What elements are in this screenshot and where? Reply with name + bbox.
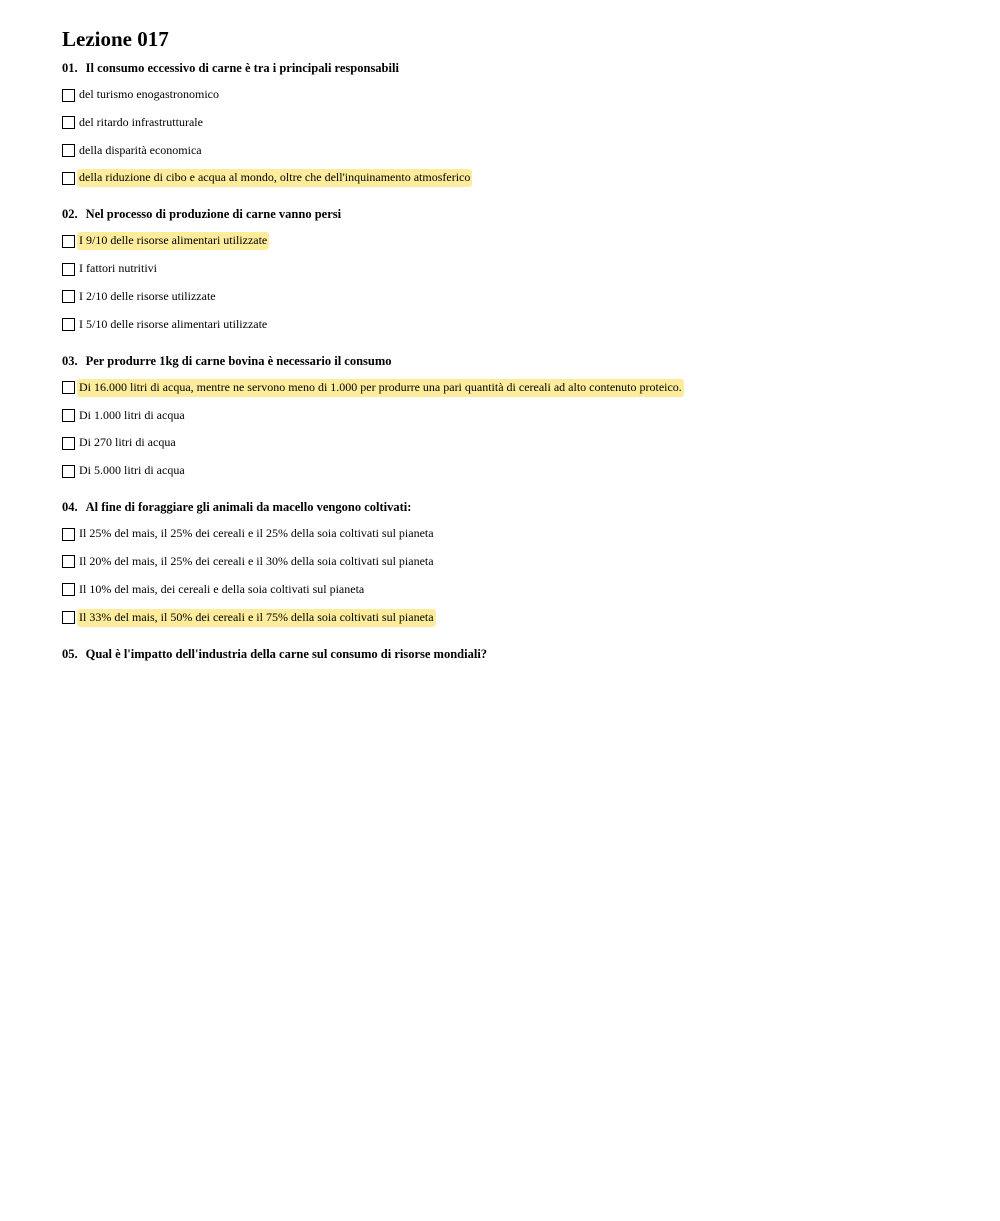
question-03 [62, 354, 980, 480]
question-text: Al fine di foraggiare gli animali da macello vengono coltivati: [85, 500, 412, 515]
answer-option[interactable] [62, 434, 980, 452]
answer-option[interactable] [62, 232, 980, 250]
answer-checkbox[interactable] [62, 235, 75, 248]
question-number: 01. [62, 61, 78, 75]
answer-checkbox[interactable] [62, 144, 75, 157]
answer-checkbox[interactable] [62, 381, 75, 394]
question-text: Qual è l'impatto dell'industria della carne sul consumo di risorse mondiali? [85, 646, 488, 661]
answer-checkbox[interactable] [62, 528, 75, 541]
answer-text: Il 10% del mais, dei cereali e della soia coltivati sul pianeta [79, 581, 365, 596]
answer-option[interactable] [62, 462, 980, 480]
question-header [62, 647, 980, 662]
answer-checkbox[interactable] [62, 465, 75, 478]
answer-checkbox[interactable] [62, 437, 75, 450]
answer-checkbox[interactable] [62, 263, 75, 276]
answer-text: Di 270 litri di acqua [79, 435, 176, 450]
question-header [62, 61, 980, 76]
answer-text-highlighted: Di 16.000 litri di acqua, mentre ne servono meno di 1.000 per produrre una pari quantità di cereali ad alto contenuto proteico. [77, 379, 684, 397]
question-number: 03. [62, 353, 78, 368]
answer-option[interactable] [62, 169, 980, 187]
answer-option[interactable] [62, 86, 980, 104]
question-number: 05. [62, 646, 78, 661]
answer-checkbox[interactable] [62, 290, 75, 303]
answer-text: I 5/10 delle risorse alimentari utilizzate [79, 316, 268, 331]
answer-option[interactable] [62, 142, 980, 160]
question-header [62, 207, 980, 222]
question-text: Nel processo di produzione di carne vanno persi [85, 207, 342, 222]
answer-text-highlighted: Il 33% del mais, il 50% dei cereali e il 75% della soia coltivati sul pianeta [77, 609, 436, 627]
answer-text: I 2/10 delle risorse utilizzate [79, 288, 216, 303]
question-number: 04. [62, 500, 78, 515]
answer-checkbox[interactable] [62, 116, 75, 129]
question-02 [62, 207, 980, 333]
answer-checkbox[interactable] [62, 611, 75, 624]
answer-option[interactable] [62, 114, 980, 132]
answer-text: del turismo enogastronomico [79, 87, 219, 101]
answer-option[interactable] [62, 407, 980, 425]
question-header [62, 354, 980, 369]
question-text: Per produrre 1kg di carne bovina è necessario il consumo [85, 353, 392, 368]
answer-option[interactable] [62, 288, 980, 306]
page-title: Lezione 017 [62, 27, 169, 51]
question-01 [62, 61, 980, 187]
answer-text: del ritardo infrastrutturale [79, 114, 203, 129]
document-page [62, 26, 980, 682]
answer-option[interactable] [62, 379, 980, 397]
answer-text: Il 20% del mais, il 25% dei cereali e il 30% della soia coltivati sul pianeta [79, 553, 434, 568]
answer-text: della disparità economica [79, 142, 202, 157]
question-number: 02. [62, 207, 78, 222]
answer-checkbox[interactable] [62, 555, 75, 568]
answer-text: Il 25% del mais, il 25% dei cereali e il 25% della soia coltivati sul pianeta [79, 526, 434, 541]
answer-option[interactable] [62, 260, 980, 278]
answer-text: I fattori nutritivi [79, 261, 157, 276]
answer-text-highlighted: I 9/10 delle risorse alimentari utilizzate [77, 232, 269, 250]
question-text: Il consumo eccessivo di carne è tra i principali responsabili [85, 61, 399, 75]
answer-checkbox[interactable] [62, 409, 75, 422]
answer-checkbox[interactable] [62, 318, 75, 331]
question-05 [62, 647, 980, 662]
answer-option[interactable] [62, 581, 980, 599]
answer-text-highlighted: della riduzione di cibo e acqua al mondo, oltre che dell'inquinamento atmosferico [77, 169, 472, 187]
answer-text: Di 5.000 litri di acqua [79, 463, 185, 478]
answer-option[interactable] [62, 609, 980, 627]
answer-checkbox[interactable] [62, 172, 75, 185]
answer-text: Di 1.000 litri di acqua [79, 407, 185, 422]
answer-checkbox[interactable] [62, 583, 75, 596]
answer-option[interactable] [62, 316, 980, 334]
question-04 [62, 500, 980, 626]
question-header [62, 500, 980, 515]
answer-checkbox[interactable] [62, 89, 75, 102]
answer-option[interactable] [62, 525, 980, 543]
answer-option[interactable] [62, 553, 980, 571]
